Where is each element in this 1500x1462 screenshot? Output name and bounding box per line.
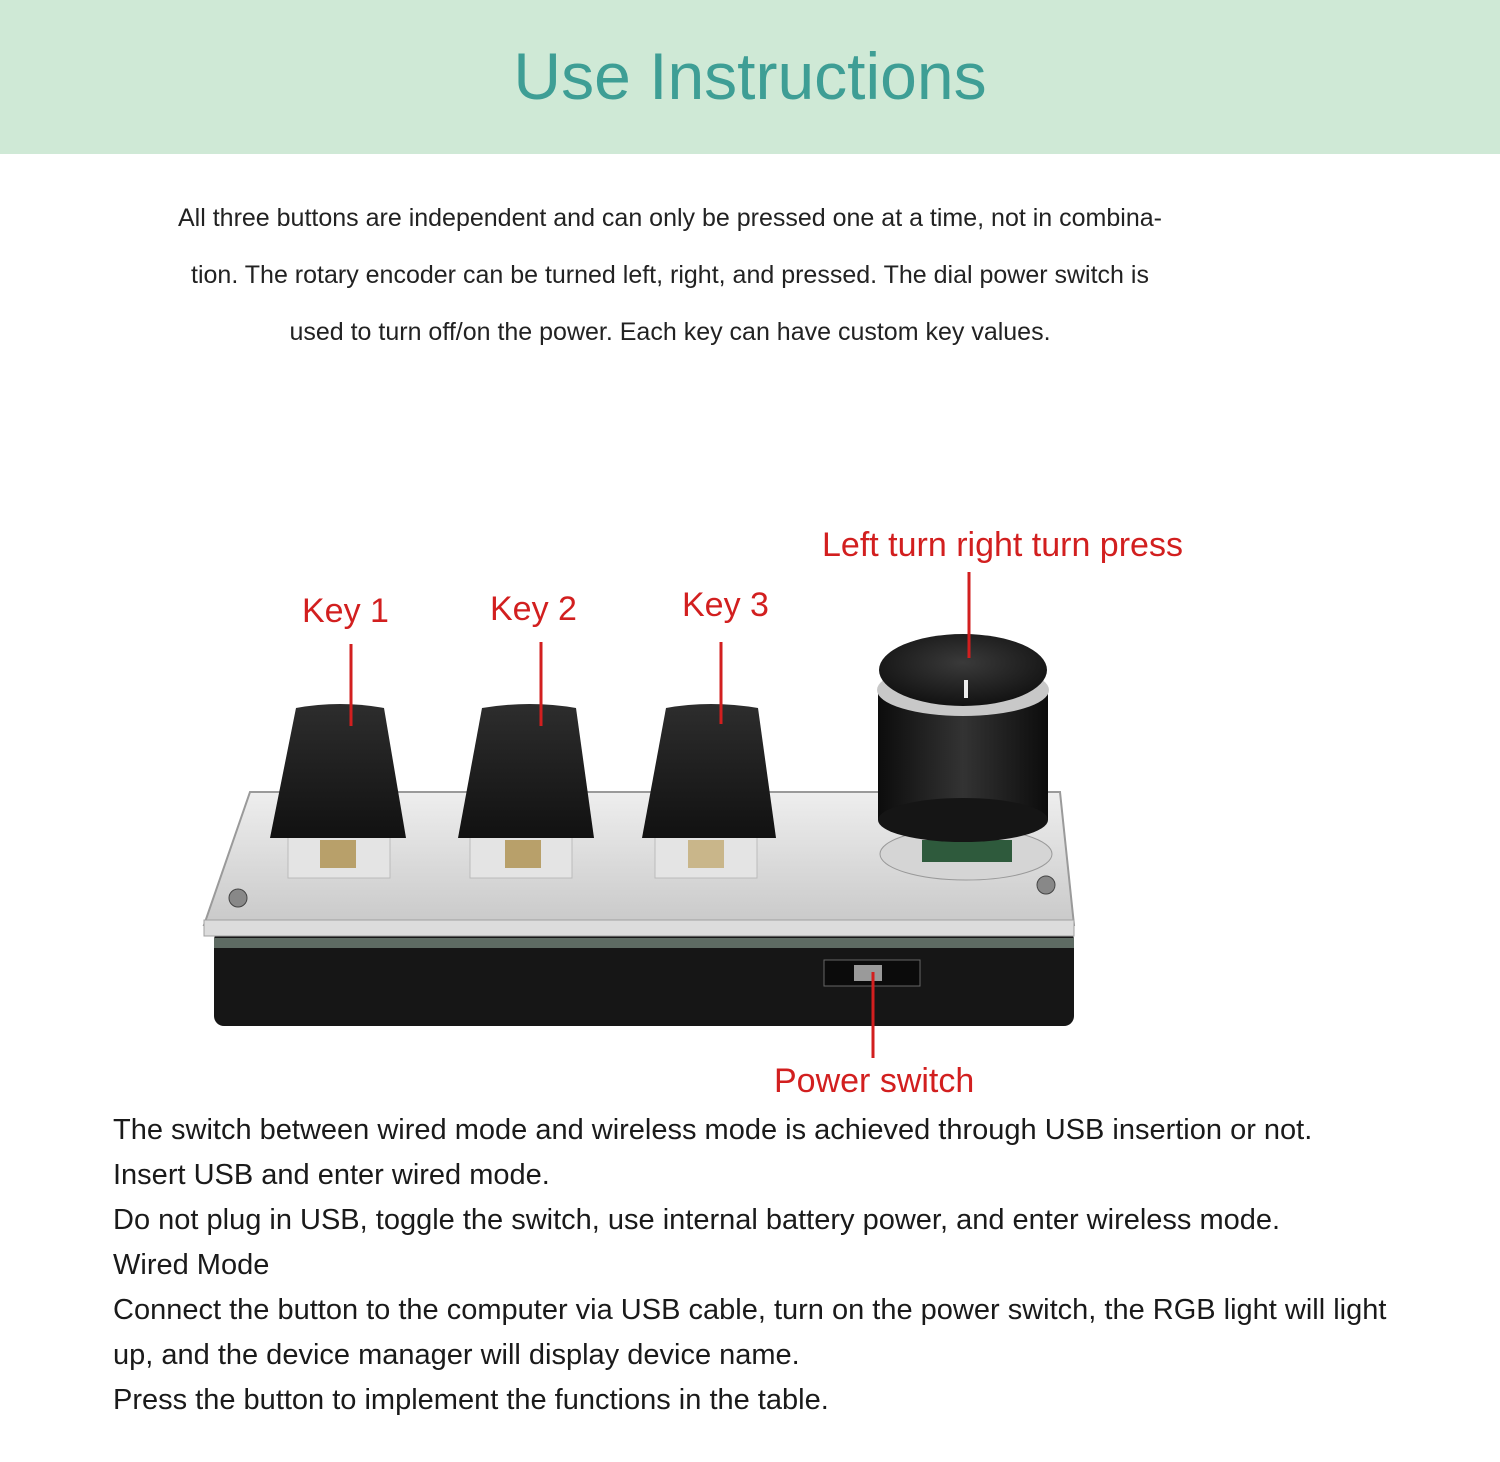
intro-line: All three buttons are independent and can only be pressed one at a time, not in combina- (178, 204, 1162, 232)
key1-label: Key 1 (302, 592, 389, 630)
acrylic-edge (204, 920, 1074, 936)
knob-bottom (878, 798, 1048, 842)
instruction-line: Connect the button to the computer via USB cable, turn on the power switch, the RGB light will light up, and the device manager will display device name. (113, 1294, 1387, 1371)
power-switch-knob (854, 965, 882, 981)
intro-paragraph (140, 190, 1200, 361)
keycap-2 (458, 704, 594, 838)
instruction-line: Press the button to implement the functions in the table. (113, 1384, 829, 1416)
knob-label: Left turn right turn press (822, 526, 1183, 564)
switch-contact (505, 840, 541, 868)
screw-icon (1037, 876, 1055, 894)
instruction-line: Do not plug in USB, toggle the switch, use internal battery power, and enter wireless mode. (113, 1204, 1281, 1236)
macro-keypad-diagram (190, 520, 1230, 1110)
knob-top (879, 634, 1047, 706)
key3-label: Key 3 (682, 586, 769, 624)
case-stripe (214, 938, 1074, 948)
page-title: Use Instructions (513, 39, 987, 113)
switch-contact (688, 840, 724, 868)
key2-label: Key 2 (490, 590, 577, 628)
switch-contact (320, 840, 356, 868)
intro-line: used to turn off/on the power. Each key can have custom key values. (289, 318, 1051, 346)
instruction-heading: Wired Mode (113, 1249, 270, 1281)
instructions-text (113, 1108, 1393, 1423)
instruction-line: Insert USB and enter wired mode. (113, 1159, 550, 1191)
instruction-line: The switch between wired mode and wireless mode is achieved through USB insertion or not. (113, 1114, 1313, 1146)
power-switch-label: Power switch (774, 1062, 975, 1100)
keycap-1 (270, 704, 406, 838)
keycap-3 (642, 704, 776, 838)
intro-line: tion. The rotary encoder can be turned left, right, and pressed. The dial power switch is (191, 261, 1149, 289)
encoder-pcb (922, 840, 1012, 862)
title-banner (0, 0, 1500, 154)
screw-icon (229, 889, 247, 907)
